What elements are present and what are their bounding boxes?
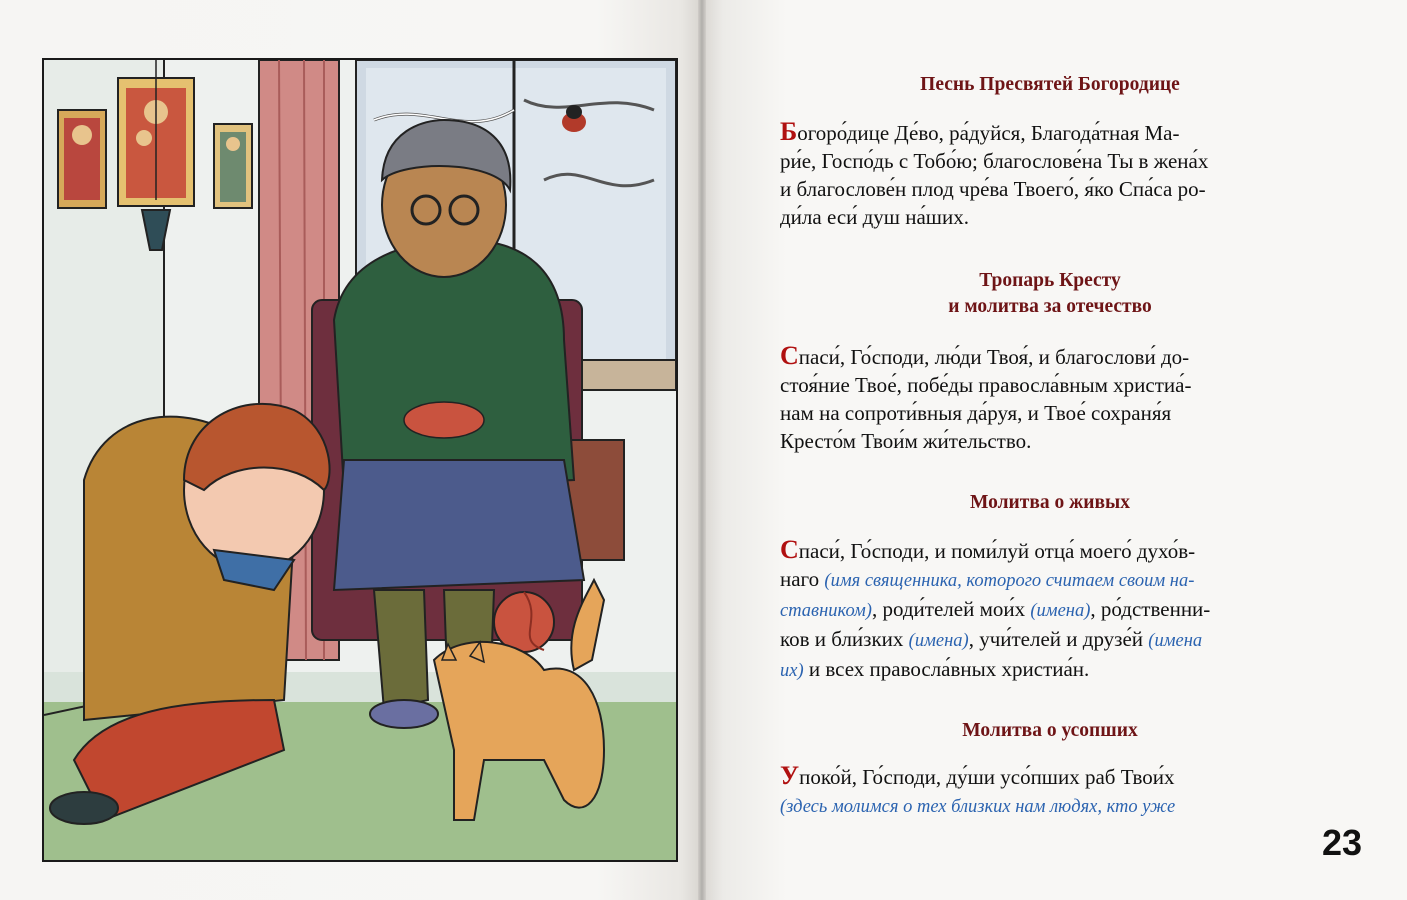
drop-cap: У [780,761,800,790]
text-segment: , учи́телей и друзе́й [968,627,1149,651]
book-gutter [698,0,706,900]
heading-troparion-cross [780,268,1320,320]
instruction-note: их) [780,661,804,681]
text-line: паси́, Го́споди, и поми́луй отца́ моего́ духо́в- [798,539,1196,563]
text-line: огоро́дице Де́во, ра́дуйся, Благода́тная Ма- [797,121,1180,145]
paragraph-song-theotokos [780,118,1320,231]
paragraph-prayer-living [780,536,1320,685]
drop-cap: Б [780,117,798,146]
heading-song-theotokos: Песнь Пресвятей Богородице [920,74,1180,95]
instruction-note: (имя священника, которого считаем своим на- [824,571,1195,591]
text-line: и благослове́н плод чре́ва Твоего́, я́ко Спа́са ро- [780,177,1206,201]
text-line: ди́ла еси́ душ на́ших. [780,205,969,229]
drop-cap: С [780,535,799,564]
heading-line: Тропарь Кресту [979,270,1121,291]
text-line: Кресто́м Твои́м жи́тельство. [780,429,1032,453]
text-line: нам на сопроти́вныя да́руя, и Твое́ сохраня́я [780,401,1172,425]
left-page [0,0,702,900]
paragraph-prayer-departed [780,762,1320,821]
text-segment: , ро́дственни- [1090,597,1211,621]
heading-prayer-departed: Молитва о усопших [962,720,1138,741]
text-line: ри́е, Госпо́дь с Тобо́ю; благослове́на Ты в жена́х [780,149,1209,173]
text-segment: , роди́телей мои́х [871,597,1031,621]
instruction-note: (здесь молимся о тех близких нам людях, кто уже [780,797,1176,817]
paragraph-troparion-cross [780,342,1320,455]
text-line: стоя́ние Твое́, побе́ды правосла́вным христиа́- [780,373,1192,397]
text-segment: ков и бли́зких [780,627,909,651]
text-segment: наго [780,567,825,591]
text-line: паси́, Го́споди, лю́ди Твоя́, и благослови́ до- [798,345,1190,369]
drop-cap: С [780,341,799,370]
text-segment: и всех правосла́вных христиа́н. [803,657,1090,681]
text-line: поко́й, Го́споди, ду́ши усо́пших раб Твои́х [799,765,1175,789]
heading-prayer-living: Молитва о живых [969,492,1131,513]
instruction-note: ставником) [780,601,872,621]
page-number: 23 [1322,822,1363,863]
heading-line: и молитва за отечество [948,296,1152,317]
instruction-note: (имена) [1030,601,1091,621]
instruction-note: (имена) [908,631,969,651]
instruction-note: (имена [1148,631,1203,651]
illustration-grandmother-girl-cat [44,60,676,860]
illustration [42,58,678,862]
